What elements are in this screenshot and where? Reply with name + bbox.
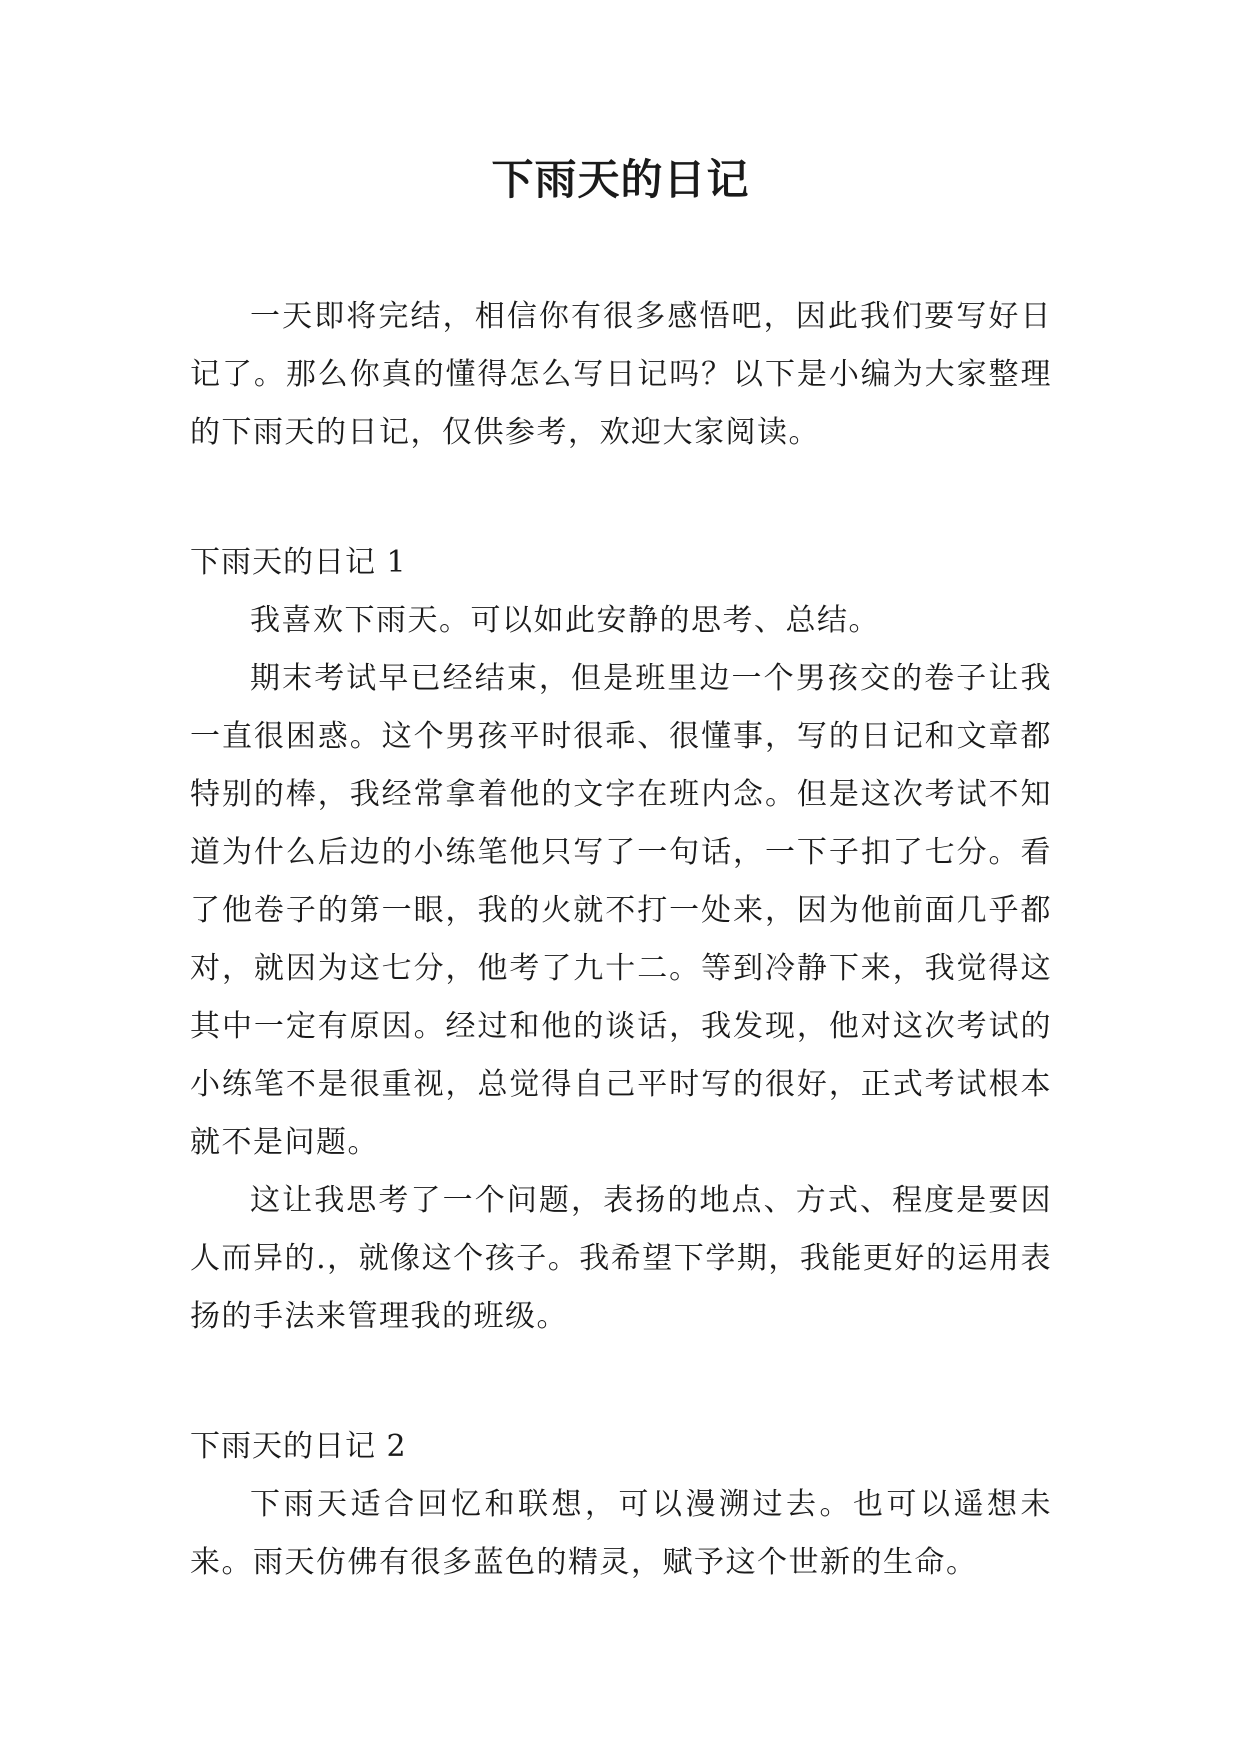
- intro-paragraph: 一天即将完结，相信你有很多感悟吧，因此我们要写好日记了。那么你真的懂得怎么写日记吗？以下是小编为大家整理的下雨天的日记，仅供参考，欢迎大家阅读。: [190, 299, 1052, 450]
- document-body: [190, 288, 1052, 1592]
- section-2: [190, 1418, 1052, 1592]
- section-paragraph: 这让我思考了一个问题，表扬的地点、方式、程度是要因人而异的.，就像这个孩子。我希望下学期，我能更好的运用表扬的手法来管理我的班级。: [190, 1183, 1052, 1334]
- section-heading: 下雨天的日记 1: [190, 545, 407, 580]
- section-1: [190, 534, 1052, 1346]
- document-title: 下雨天的日记: [491, 155, 750, 204]
- section-paragraph: 我喜欢下雨天。可以如此安静的思考、总结。: [250, 603, 880, 638]
- section-paragraph: 下雨天适合回忆和联想，可以漫溯过去。也可以遥想未来。雨天仿佛有很多蓝色的精灵，赋予这个世新的生命。: [190, 1487, 1052, 1580]
- section-heading: 下雨天的日记 2: [190, 1429, 407, 1464]
- section-paragraph: 期末考试早已经结束，但是班里边一个男孩交的卷子让我一直很困惑。这个男孩平时很乖、很懂事，写的日记和文章都特别的棒，我经常拿着他的文字在班内念。但是这次考试不知道为什么后边的小练笔他只写了一句话，一下子扣了七分。看了他卷子的第一眼，我的火就不打一处来，因为他前面几乎都对，就因为这七分，他考了九十二。等到冷静下来，我觉得这其中一定有原因。经过和他的谈话，我发现，他对这次考试的小练笔不是很重视，总觉得自己平时写的很好，正式考试根本就不是问题。: [190, 661, 1052, 1160]
